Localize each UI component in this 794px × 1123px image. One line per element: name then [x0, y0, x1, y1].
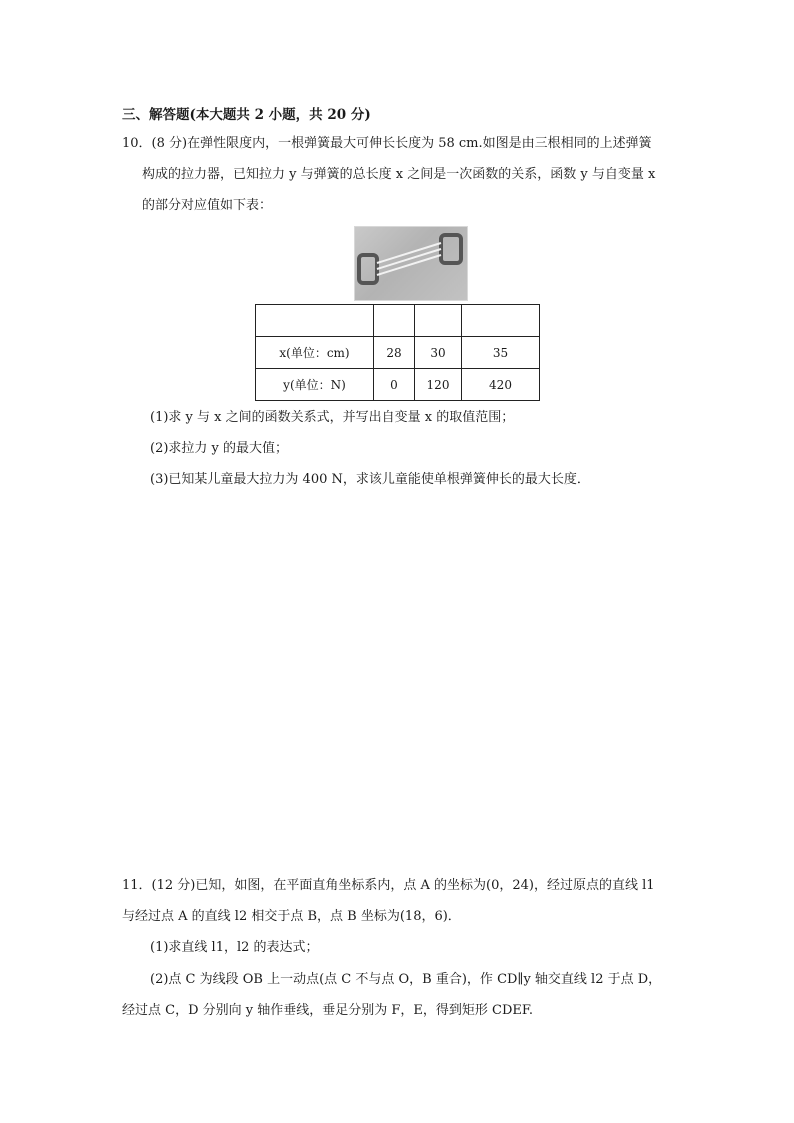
table-cell-y-label: y(单位：N) — [256, 369, 374, 401]
q11-sub1: (1)求直线 l1，l2 的表达式； — [150, 940, 319, 955]
q10-sub2: (2)求拉力 y 的最大值； — [150, 441, 289, 456]
q10-line3: 的部分对应值如下表： — [142, 198, 273, 213]
table-cell: 120 — [415, 369, 462, 401]
q10-sub1: (1)求 y 与 x 之间的函数关系式，并写出自变量 x 的取值范围； — [150, 410, 515, 425]
table-header-row — [256, 305, 540, 337]
section-title: 三、解答题(本大题共 2 小题，共 20 分) — [122, 107, 371, 123]
spring-expander-image — [355, 227, 467, 300]
table-cell — [462, 305, 540, 337]
table-cell: 35 — [462, 337, 540, 369]
value-table — [255, 304, 540, 401]
table-cell-x-label: x(单位：cm) — [256, 337, 374, 369]
table-cell: 28 — [374, 337, 415, 369]
q10-line1: 10．(8 分)在弹性限度内，一根弹簧最大可伸长长度为 58 cm.如图是由三根相同的上述弹簧 — [122, 136, 652, 151]
q11-sub2-line2: 经过点 C，D 分别向 y 轴作垂线，垂足分别为 F，E，得到矩形 CDEF. — [122, 1003, 534, 1018]
table-cell: 0 — [374, 369, 415, 401]
table-row-x — [256, 337, 540, 369]
q11-line2: 与经过点 A 的直线 l2 相交于点 B，点 B 坐标为(18，6)． — [122, 909, 461, 924]
q11-line1: 11．(12 分)已知，如图，在平面直角坐标系内，点 A 的坐标为(0，24)，经过原点的直线 l1 — [122, 878, 655, 893]
q10-line2: 构成的拉力器，已知拉力 y 与弹簧的总长度 x 之间是一次函数的关系，函数 y 与自变量 x — [142, 167, 656, 182]
table-cell — [374, 305, 415, 337]
table-cell — [415, 305, 462, 337]
table-cell: 420 — [462, 369, 540, 401]
q11-sub2-line1: (2)点 C 为线段 OB 上一动点(点 C 不与点 O，B 重合)，作 CD∥y 轴交直线 l2 于点 D， — [150, 972, 662, 987]
table-cell: 30 — [415, 337, 462, 369]
table-row-y — [256, 369, 540, 401]
spring-expander-photo — [354, 226, 468, 301]
q10-sub3: (3)已知某儿童最大拉力为 400 N，求该儿童能使单根弹簧伸长的最大长度． — [150, 472, 590, 487]
table-cell — [256, 305, 374, 337]
